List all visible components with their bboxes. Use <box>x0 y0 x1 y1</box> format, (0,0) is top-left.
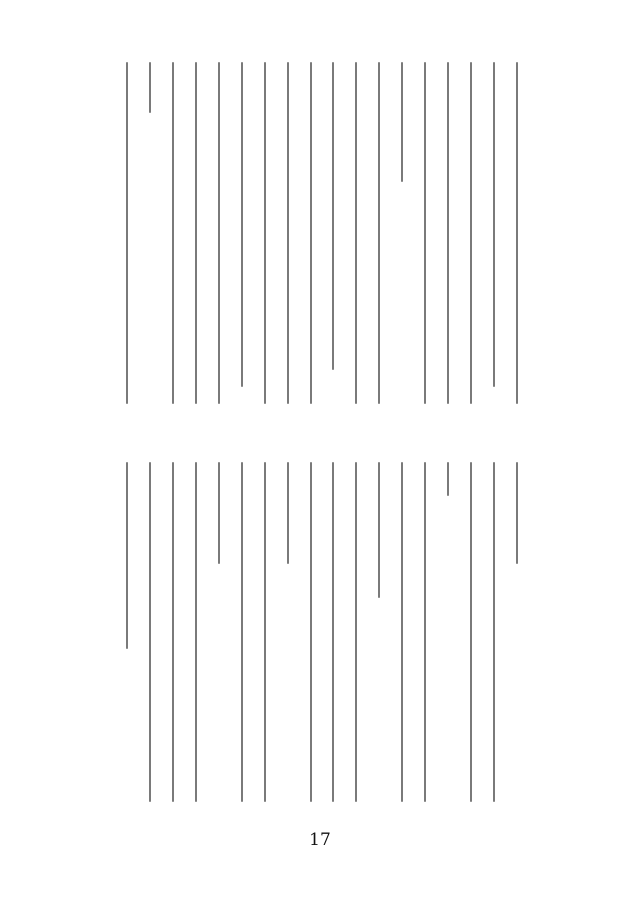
text-line-placeholder <box>447 462 449 496</box>
text-line-placeholder <box>172 62 174 404</box>
text-line-placeholder <box>195 62 197 404</box>
text-column <box>279 462 297 802</box>
text-column <box>324 62 342 404</box>
text-line-placeholder <box>401 462 403 802</box>
text-column <box>141 462 159 802</box>
text-line-placeholder <box>149 462 151 802</box>
text-column <box>462 462 480 802</box>
text-column <box>118 62 136 404</box>
text-line-placeholder <box>218 462 220 564</box>
text-column <box>370 462 388 802</box>
text-column <box>187 62 205 404</box>
text-column <box>324 462 342 802</box>
text-column <box>164 462 182 802</box>
text-line-placeholder <box>516 462 518 564</box>
text-column <box>485 462 503 802</box>
text-column <box>141 62 159 404</box>
text-line-placeholder <box>355 462 357 802</box>
text-line-placeholder <box>424 462 426 802</box>
text-line-placeholder <box>126 62 128 404</box>
text-column <box>118 462 136 802</box>
text-column <box>485 62 503 404</box>
text-column <box>256 62 274 404</box>
text-line-placeholder <box>264 462 266 802</box>
text-line-placeholder <box>126 462 128 649</box>
text-column <box>439 462 457 802</box>
text-column <box>508 62 526 404</box>
page-number: 17 <box>309 830 331 850</box>
text-line-placeholder <box>378 462 380 598</box>
text-column <box>210 462 228 802</box>
text-columns-bottom <box>118 462 526 802</box>
text-column <box>347 62 365 404</box>
text-line-placeholder <box>355 62 357 404</box>
text-line-placeholder <box>493 62 495 387</box>
text-line-placeholder <box>195 462 197 802</box>
text-column <box>393 462 411 802</box>
text-line-placeholder <box>241 62 243 387</box>
text-tier-top <box>118 62 526 404</box>
text-column <box>233 462 251 802</box>
text-line-placeholder <box>287 462 289 564</box>
text-column <box>416 62 434 404</box>
text-line-placeholder <box>516 62 518 404</box>
text-line-placeholder <box>332 62 334 370</box>
text-column <box>164 62 182 404</box>
text-columns-top <box>118 62 526 404</box>
text-column <box>187 462 205 802</box>
text-line-placeholder <box>218 62 220 404</box>
text-column <box>462 62 480 404</box>
text-column <box>279 62 297 404</box>
text-column <box>302 62 320 404</box>
text-column <box>256 462 274 802</box>
text-column <box>439 62 457 404</box>
text-column <box>393 62 411 404</box>
text-line-placeholder <box>493 462 495 802</box>
text-column <box>416 462 434 802</box>
text-line-placeholder <box>447 62 449 404</box>
text-line-placeholder <box>470 62 472 404</box>
text-line-placeholder <box>287 62 289 404</box>
text-column <box>347 462 365 802</box>
text-line-placeholder <box>149 62 151 113</box>
text-column <box>210 62 228 404</box>
text-column <box>370 62 388 404</box>
text-line-placeholder <box>310 62 312 404</box>
text-line-placeholder <box>424 62 426 404</box>
text-column <box>302 462 320 802</box>
text-column <box>233 62 251 404</box>
text-line-placeholder <box>264 62 266 404</box>
text-tier-bottom <box>118 462 526 802</box>
text-line-placeholder <box>401 62 403 182</box>
text-line-placeholder <box>378 62 380 404</box>
text-line-placeholder <box>172 462 174 802</box>
text-line-placeholder <box>310 462 312 802</box>
text-column <box>508 462 526 802</box>
text-line-placeholder <box>470 462 472 802</box>
text-line-placeholder <box>332 462 334 802</box>
text-line-placeholder <box>241 462 243 802</box>
